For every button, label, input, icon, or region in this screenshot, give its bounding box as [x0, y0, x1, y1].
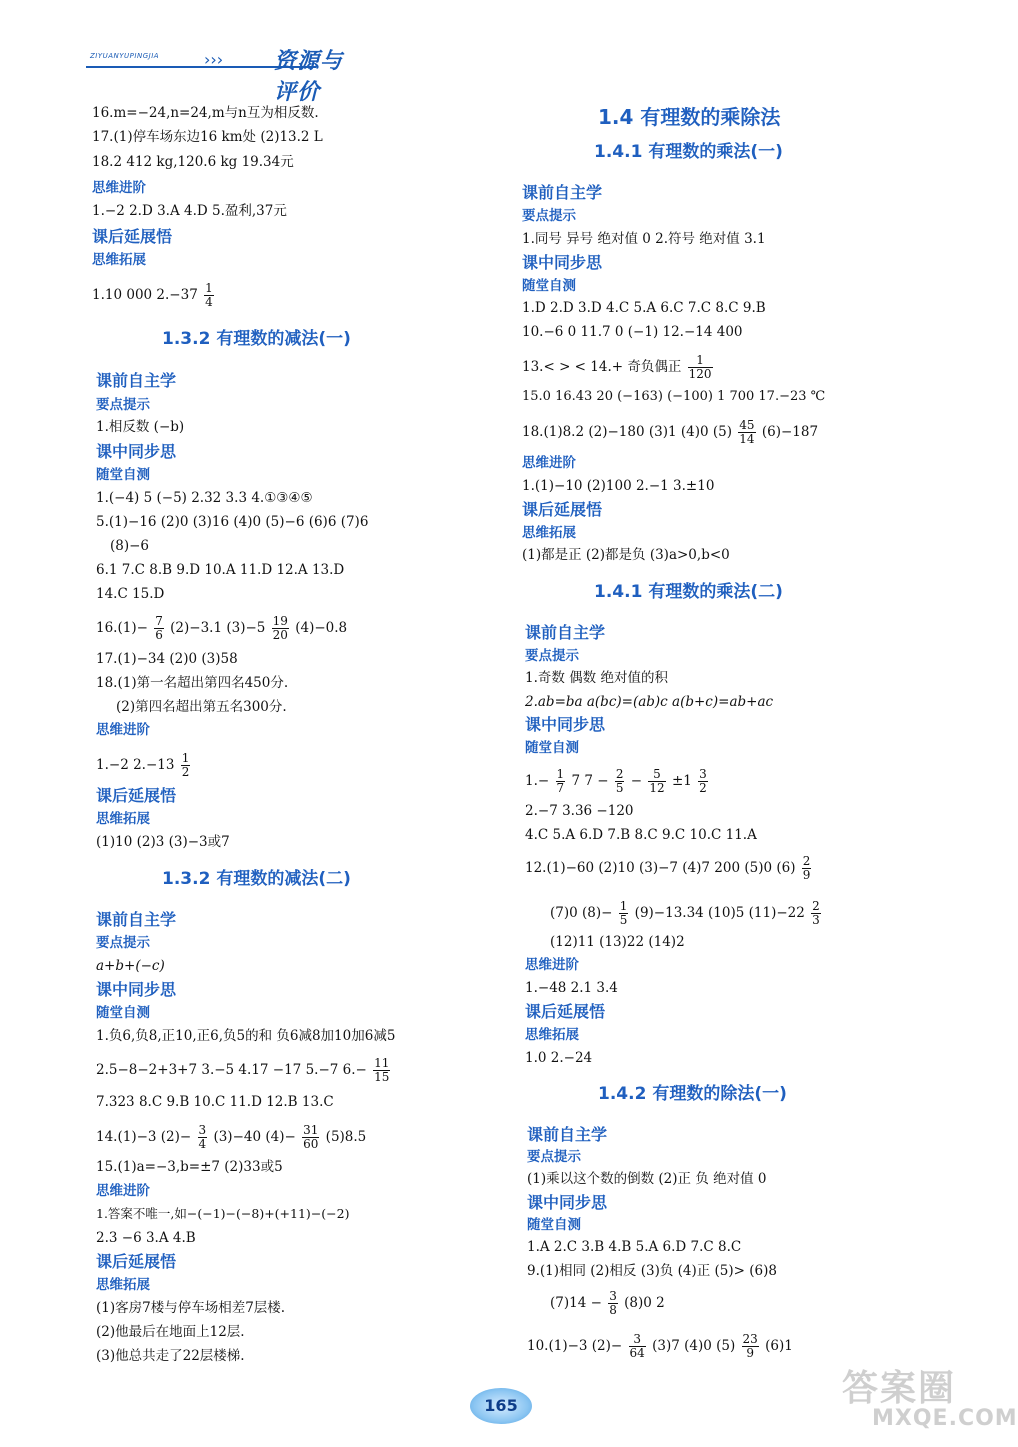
answer-line: (3)他总共走了22层楼梯.	[96, 1348, 245, 1364]
answer-line: 9.(1)相同 (2)相反 (3)负 (4)正 (5)> (6)8	[527, 1263, 777, 1279]
subsection-label: 随堂自测	[96, 467, 150, 483]
answer-line: 18.(1)第一名超出第四名450分.	[96, 675, 289, 691]
numerator: 2	[812, 899, 820, 913]
answer-text: (5)8.5	[325, 1129, 367, 1145]
denominator: 6	[155, 628, 163, 642]
answer-text: 1.−	[525, 773, 550, 789]
numerator: 23	[742, 1332, 758, 1346]
subsection-label: 思维进阶	[525, 957, 579, 973]
answer-text: 1.−2 2.−13	[96, 757, 175, 773]
answer-line: 1.相反数 (−b)	[96, 419, 185, 435]
answer-text: (9)−13.34 (10)5 (11)−22	[634, 905, 805, 921]
subsection-label: 思维进阶	[92, 180, 146, 196]
denominator: 12	[649, 781, 665, 795]
answer-line	[550, 1290, 665, 1317]
numerator: 3	[609, 1289, 617, 1303]
numerator: 3	[629, 1333, 646, 1347]
denominator: 15	[374, 1070, 390, 1084]
answer-line: 1.−48 2.1 3.4	[525, 980, 618, 996]
fraction	[629, 1333, 646, 1360]
section-title: 1.4.1 有理数的乘法(二)	[594, 582, 783, 602]
answer-line: 1.同号 异号 绝对值 0 2.符号 绝对值 3.1	[522, 231, 766, 247]
answer-line: 1.D 2.D 3.D 4.C 5.A 6.C 7.C 8.C 9.B	[522, 300, 766, 316]
denominator: 9	[802, 868, 811, 882]
fraction	[608, 1290, 618, 1317]
numerator: 31	[303, 1123, 319, 1137]
answer-line: 1.0 2.−24	[525, 1050, 593, 1066]
numerator: 3	[699, 767, 707, 781]
subsection-label: 随堂自测	[522, 278, 576, 294]
page-number-badge	[470, 1388, 532, 1424]
answer-line: (1)10 (2)3 (3)−3或7	[96, 834, 230, 850]
answer-line: 4.C 5.A 6.D 7.B 8.C 9.C 10.C 11.A	[525, 827, 757, 843]
subsection-label: 思维拓展	[525, 1027, 579, 1043]
denominator: 7	[556, 781, 565, 795]
denominator: 2	[699, 781, 707, 795]
denominator: 20	[272, 628, 288, 642]
answer-text: 16.(1)−	[96, 620, 148, 636]
fraction	[154, 615, 164, 642]
answer-line	[522, 354, 715, 381]
answer-text: 1.10 000 2.−37	[92, 287, 198, 303]
denominator: 14	[739, 432, 755, 446]
section-label: 课后延展悟	[92, 227, 173, 246]
section-label: 课中同步思	[96, 980, 177, 999]
denominator: 3	[812, 913, 820, 927]
numerator: 1	[205, 281, 213, 295]
answer-line: 1.(−4) 5 (−5) 2.32 3.3 4.①③④⑤	[96, 490, 313, 506]
answer-line: a+b+(−c)	[96, 958, 165, 974]
answer-line: 1.(1)−10 (2)100 2.−1 3.±10	[522, 478, 715, 494]
section-label: 课前自主学	[527, 1125, 608, 1144]
subsection-label: 要点提示	[522, 208, 576, 224]
answer-line	[96, 615, 347, 642]
chapter-title: 1.4 有理数的乘除法	[598, 105, 781, 129]
header-pinyin: ZIYUANYUPINGJIA	[90, 52, 160, 60]
section-label: 课后延展悟	[96, 1252, 177, 1271]
answer-line: (2)他最后在地面上12层.	[96, 1324, 245, 1340]
fraction	[698, 768, 708, 795]
section-title: 1.4.2 有理数的除法(一)	[598, 1084, 787, 1104]
denominator: 4	[205, 295, 213, 309]
answer-line: 2.−7 3.36 −120	[525, 803, 634, 819]
subsection-label: 思维进阶	[522, 455, 576, 471]
fraction	[302, 1124, 319, 1151]
denominator: 120	[688, 367, 712, 381]
answer-line: (2)第四名超出第五名300分.	[116, 699, 287, 715]
answer-line	[522, 419, 818, 446]
answer-line: (12)11 (13)22 (14)2	[550, 934, 685, 950]
fraction	[181, 752, 191, 779]
fraction	[204, 282, 214, 309]
section-label: 课中同步思	[96, 442, 177, 461]
answer-line: 16.m=−24,n=24,m与n互为相反数.	[92, 105, 319, 121]
numerator: 19	[272, 614, 288, 628]
subsection-label: 思维拓展	[96, 811, 150, 827]
numerator: 1	[181, 751, 190, 765]
watermark-url: MXQE.COM	[872, 1406, 1018, 1431]
denominator: 2	[181, 765, 190, 779]
answer-text: ±1	[671, 773, 692, 789]
fraction	[688, 354, 713, 381]
answer-text: 13.< > < 14.+ 奇负偶正	[522, 359, 682, 375]
fraction	[373, 1057, 390, 1084]
section-label: 课中同步思	[527, 1193, 608, 1212]
answer-text: (3)−40 (4)−	[213, 1129, 296, 1145]
fraction	[738, 419, 755, 446]
subsection-label: 思维拓展	[92, 252, 146, 268]
answer-line	[96, 1057, 392, 1084]
answer-line: 1.−2 2.D 3.A 4.D 5.盈利,37元	[92, 203, 287, 219]
section-label: 课中同步思	[522, 253, 603, 272]
section-label: 课后延展悟	[525, 1002, 606, 1021]
arrow-icon: ›››	[204, 50, 224, 69]
answer-text: (3)7 (4)0 (5)	[652, 1338, 736, 1354]
answer-line: 10.−6 0 11.7 0 (−1) 12.−14 400	[522, 324, 743, 340]
section-label: 课中同步思	[525, 715, 606, 734]
answer-line: 1.答案不唯一,如−(−1)−(−8)+(+11)−(−2)	[96, 1206, 350, 1221]
fraction	[556, 768, 566, 795]
section-label: 课后延展悟	[96, 786, 177, 805]
fraction	[811, 900, 821, 927]
answer-line: 1.A 2.C 3.B 4.B 5.A 6.D 7.C 8.C	[527, 1239, 742, 1255]
subsection-label: 思维拓展	[96, 1277, 150, 1293]
header-brand: 资源与评价	[274, 49, 344, 105]
answer-line: 7.323 8.C 9.B 10.C 11.D 12.B 13.C	[96, 1094, 334, 1110]
answer-text: (6)1	[765, 1338, 793, 1354]
answer-line	[525, 855, 813, 882]
answer-line: 14.C 15.D	[96, 586, 165, 602]
answer-text: 7 7 −	[571, 773, 609, 789]
subsection-label: 思维进阶	[96, 1183, 150, 1199]
section-title: 1.4.1 有理数的乘法(一)	[594, 142, 783, 162]
watermark	[842, 1360, 1018, 1440]
fraction	[615, 768, 625, 795]
subsection-label: 要点提示	[96, 935, 150, 951]
denominator: 5	[619, 913, 628, 927]
numerator: 2	[615, 767, 624, 781]
denominator: 8	[609, 1303, 617, 1317]
answer-line: 5.(1)−16 (2)0 (3)16 (4)0 (5)−6 (6)6 (7)6	[96, 514, 369, 530]
answer-line: 1.负6,负8,正10,正6,负5的和 负6减8加10加6减5	[96, 1028, 396, 1044]
subsection-label: 要点提示	[96, 397, 150, 413]
fraction	[198, 1124, 208, 1151]
section-label: 课前自主学	[96, 371, 177, 390]
fraction	[619, 900, 629, 927]
numerator: 1	[619, 899, 628, 913]
numerator: 1	[688, 354, 713, 368]
series-header	[86, 42, 346, 105]
answer-line: 1.奇数 偶数 绝对值的积	[525, 670, 668, 686]
fraction	[648, 768, 665, 795]
answer-line: 17.(1)−34 (2)0 (3)58	[96, 651, 238, 667]
fraction	[272, 615, 289, 642]
answer-line	[527, 1333, 793, 1360]
numerator: 5	[648, 768, 665, 782]
answer-text: (7)0 (8)−	[550, 905, 613, 921]
denominator: 4	[198, 1137, 207, 1151]
section-title: 1.3.2 有理数的减法(一)	[162, 329, 351, 349]
answer-line: 2.3 −6 3.A 4.B	[96, 1230, 196, 1246]
answer-text: (4)−0.8	[295, 620, 348, 636]
answer-text: (8)0 2	[624, 1295, 665, 1311]
answer-text: 2.5−8−2+3+7 3.−5 4.17 −17 5.−7 6.−	[96, 1062, 367, 1078]
answer-text: (7)14 −	[550, 1295, 602, 1311]
answer-line	[92, 282, 216, 309]
denominator: 5	[615, 781, 624, 795]
section-label: 课前自主学	[525, 623, 606, 642]
answer-line: (1)客房7楼与停车场相差7层楼.	[96, 1300, 286, 1316]
fraction	[742, 1333, 759, 1360]
answer-text: (6)−187	[761, 424, 819, 440]
answer-text: 18.(1)8.2 (2)−180 (3)1 (4)0 (5)	[522, 424, 732, 440]
answer-line: 2.ab=ba a(bc)=(ab)c a(b+c)=ab+ac	[525, 694, 774, 710]
denominator: 60	[303, 1137, 319, 1151]
answer-line: (8)−6	[110, 538, 150, 554]
page-number: 165	[484, 1396, 518, 1415]
answer-line	[96, 752, 192, 779]
answer-text: 10.(1)−3 (2)−	[527, 1338, 623, 1354]
answer-line: 18.2 412 kg,120.6 kg 19.34元	[92, 154, 294, 170]
answer-text: (2)−3.1 (3)−5	[170, 620, 266, 636]
answer-line: 15.(1)a=−3,b=±7 (2)33或5	[96, 1159, 283, 1175]
answer-line	[96, 1124, 366, 1151]
numerator: 3	[198, 1123, 207, 1137]
denominator: 9	[746, 1346, 754, 1360]
answer-line: 15.0 16.43 20 (−163) (−100) 1 700 17.−23 ℃	[522, 389, 826, 404]
answer-line	[525, 768, 710, 795]
section-label: 课前自主学	[96, 910, 177, 929]
subsection-label: 要点提示	[527, 1149, 581, 1165]
subsection-label: 思维进阶	[96, 722, 150, 738]
numerator: 11	[374, 1056, 390, 1070]
watermark-text: 答案圈	[842, 1368, 957, 1409]
answer-line: 17.(1)停车场东边16 km处 (2)13.2 L	[92, 129, 323, 145]
numerator: 7	[155, 614, 163, 628]
numerator: 2	[802, 854, 811, 868]
subsection-label: 随堂自测	[525, 740, 579, 756]
fraction	[802, 855, 812, 882]
answer-text: 14.(1)−3 (2)−	[96, 1129, 192, 1145]
answer-line: 6.1 7.C 8.B 9.D 10.A 11.D 12.A 13.D	[96, 562, 345, 578]
answer-line	[550, 900, 823, 927]
numerator: 1	[556, 767, 565, 781]
answer-text: −	[630, 773, 643, 789]
subsection-label: 思维拓展	[522, 525, 576, 541]
section-label: 课前自主学	[522, 183, 603, 202]
subsection-label: 随堂自测	[96, 1005, 150, 1021]
answer-line: (1)乘以这个数的倒数 (2)正 负 绝对值 0	[527, 1171, 767, 1187]
section-label: 课后延展悟	[522, 500, 603, 519]
denominator: 64	[629, 1346, 645, 1360]
section-title: 1.3.2 有理数的减法(二)	[162, 869, 351, 889]
numerator: 45	[739, 418, 755, 432]
subsection-label: 要点提示	[525, 648, 579, 664]
subsection-label: 随堂自测	[527, 1217, 581, 1233]
answer-text: 12.(1)−60 (2)10 (3)−7 (4)7 200 (5)0 (6)	[525, 860, 796, 876]
answer-line: (1)都是正 (2)都是负 (3)a>0,b<0	[522, 547, 730, 563]
